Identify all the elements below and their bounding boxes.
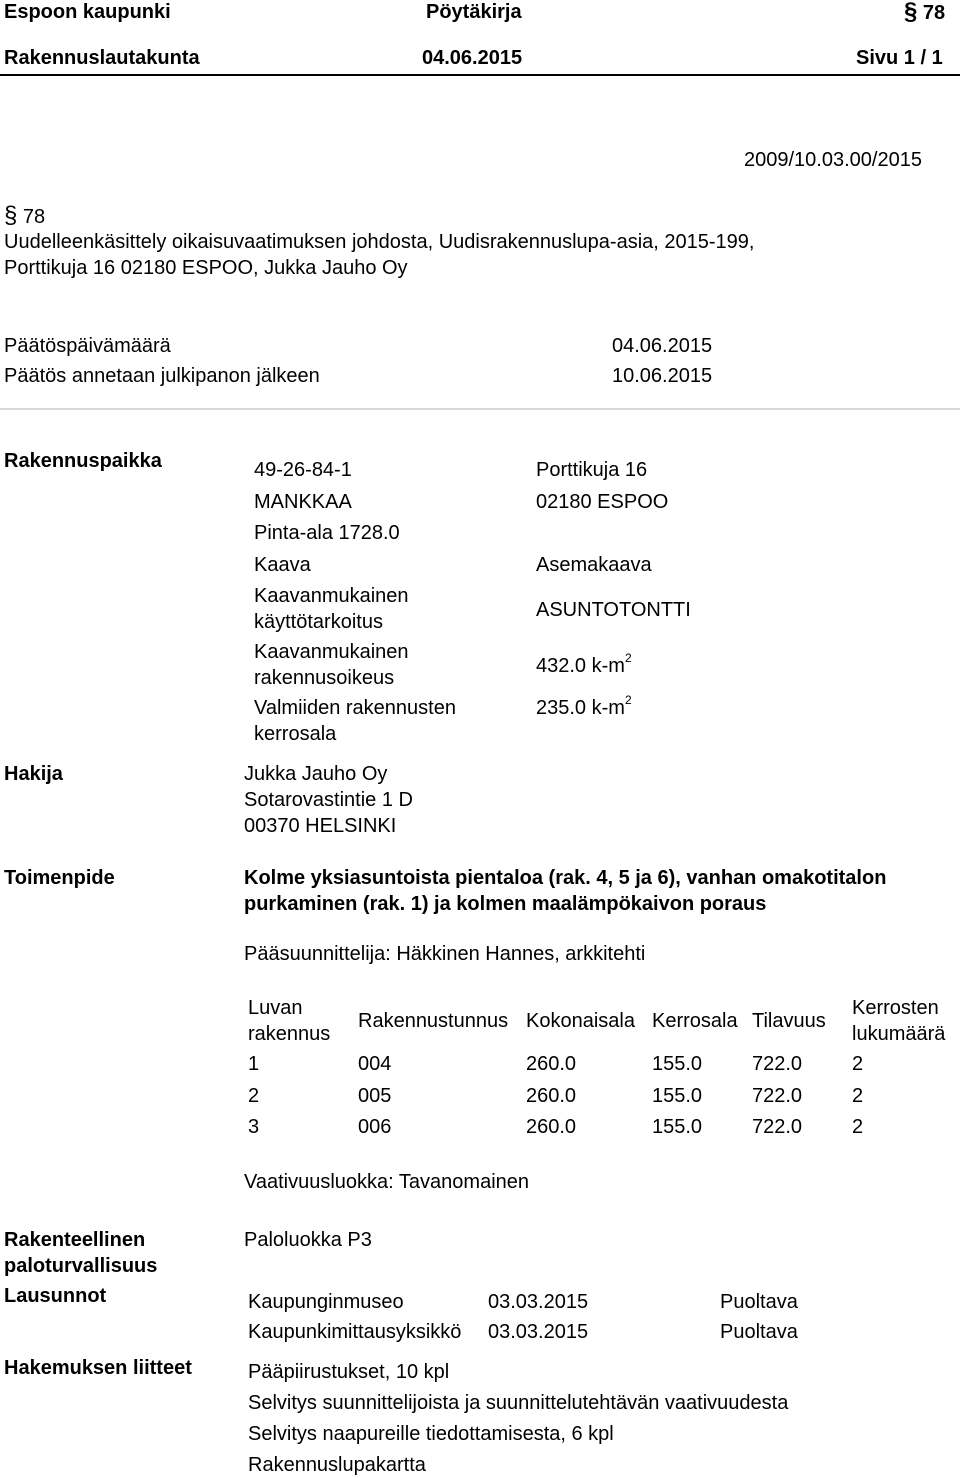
action-line-2: purkaminen (rak. 1) ja kolmen maalämpökaivon poraus xyxy=(244,893,767,915)
cell-permit: 3 xyxy=(248,1116,260,1138)
site-right-label-1: Kaavanmukainen xyxy=(254,641,409,663)
header-divider xyxy=(0,74,960,76)
decision-date-value: 04.06.2015 xyxy=(612,335,713,357)
title-line-2: Porttikuja 16 02180 ESPOO, Jukka Jauho Oy xyxy=(4,257,408,279)
applicant-label: Hakija xyxy=(4,763,63,785)
site-address: Porttikuja 16 xyxy=(536,459,648,481)
cell-building-id: 004 xyxy=(358,1053,392,1075)
header-date: 04.06.2015 xyxy=(422,47,523,69)
col-header-permit-2: rakennus xyxy=(248,1023,331,1045)
cell-floors: 2 xyxy=(852,1085,864,1107)
site-area: Pinta-ala 1728.0 xyxy=(254,522,400,544)
col-header-volume: Tilavuus xyxy=(752,1010,826,1032)
col-header-total-area: Kokonaisala xyxy=(526,1010,635,1032)
attachment-item: Selvitys suunnittelijoista ja suunnittelutehtävän vaativuudesta xyxy=(248,1392,789,1414)
statement-date: 03.03.2015 xyxy=(488,1321,589,1343)
col-header-floors-1: Kerrosten xyxy=(852,997,939,1019)
fire-label-2: paloturvallisuus xyxy=(4,1255,158,1277)
site-postal: 02180 ESPOO xyxy=(536,491,669,513)
cell-floors: 2 xyxy=(852,1053,864,1075)
cell-total-area: 260.0 xyxy=(526,1085,577,1107)
site-existing-label-2: kerrosala xyxy=(254,723,337,745)
cell-floor-area: 155.0 xyxy=(652,1053,703,1075)
site-plan-value: Asemakaava xyxy=(536,554,652,576)
attachment-item: Selvitys naapureille tiedottamisesta, 6 kpl xyxy=(248,1423,614,1445)
attachment-item: Rakennuslupakartta xyxy=(248,1454,426,1476)
site-property-id: 49-26-84-1 xyxy=(254,459,352,481)
section-symbol-icon: § xyxy=(4,202,18,229)
header-doc-type: Pöytäkirja xyxy=(426,1,522,23)
action-designer: Pääsuunnittelija: Häkkinen Hannes, arkkitehti xyxy=(244,943,646,965)
applicant-city: 00370 HELSINKI xyxy=(244,815,397,837)
attachments-label: Hakemuksen liitteet xyxy=(4,1357,192,1379)
statement-status: Puoltava xyxy=(720,1291,798,1313)
applicant-street: Sotarovastintie 1 D xyxy=(244,789,413,811)
title-line-1: Uudelleenkäsittely oikaisuvaatimuksen johdosta, Uudisrakennuslupa-asia, 2015-199, xyxy=(4,231,755,253)
publish-value: 10.06.2015 xyxy=(612,365,713,387)
site-plan-label: Kaava xyxy=(254,554,311,576)
col-header-floor-area: Kerrosala xyxy=(652,1010,738,1032)
applicant-name: Jukka Jauho Oy xyxy=(244,763,388,785)
statement-org: Kaupunginmuseo xyxy=(248,1291,404,1313)
cell-permit: 2 xyxy=(248,1085,260,1107)
statement-org: Kaupunkimittausyksikkö xyxy=(248,1321,462,1343)
col-header-permit-1: Luvan xyxy=(248,997,303,1019)
statement-status: Puoltava xyxy=(720,1321,798,1343)
cell-volume: 722.0 xyxy=(752,1053,803,1075)
col-header-building-id: Rakennustunnus xyxy=(358,1010,509,1032)
fire-value: Paloluokka P3 xyxy=(244,1229,372,1251)
header-section: § 78 xyxy=(904,0,946,25)
header-page: Sivu 1 / 1 xyxy=(856,47,943,69)
section-divider xyxy=(0,408,960,410)
action-label: Toimenpide xyxy=(4,867,115,889)
title-section: § 78 xyxy=(4,202,46,229)
cell-total-area: 260.0 xyxy=(526,1116,577,1138)
site-use-value: ASUNTOTONTTI xyxy=(536,599,691,621)
action-line-1: Kolme yksiasuntoista pientaloa (rak. 4, 5 ja 6), vanhan omakotitalon xyxy=(244,867,887,889)
header-board: Rakennuslautakunta xyxy=(4,47,200,69)
case-number: 2009/10.03.00/2015 xyxy=(744,149,922,171)
statement-date: 03.03.2015 xyxy=(488,1291,589,1313)
site-use-label-1: Kaavanmukainen xyxy=(254,585,409,607)
site-district: MANKKAA xyxy=(254,491,352,513)
col-header-floors-2: lukumäärä xyxy=(852,1023,946,1045)
header-org: Espoon kaupunki xyxy=(4,1,171,23)
cell-permit: 1 xyxy=(248,1053,260,1075)
cell-floors: 2 xyxy=(852,1116,864,1138)
cell-floor-area: 155.0 xyxy=(652,1116,703,1138)
site-existing-value: 235.0 $k-m^2$ xyxy=(536,693,632,719)
publish-label: Päätös annetaan julkipanon jälkeen xyxy=(4,365,320,387)
fire-label-1: Rakenteellinen xyxy=(4,1229,146,1251)
site-use-label-2: käyttötarkoitus xyxy=(254,611,383,633)
attachment-item: Pääpiirustukset, 10 kpl xyxy=(248,1361,450,1383)
difficulty-class: Vaativuusluokka: Tavanomainen xyxy=(244,1171,529,1193)
cell-building-id: 006 xyxy=(358,1116,392,1138)
site-right-label-2: rakennusoikeus xyxy=(254,667,395,689)
decision-date-label: Päätöspäivämäärä xyxy=(4,335,171,357)
site-existing-label-1: Valmiiden rakennusten xyxy=(254,697,456,719)
cell-volume: 722.0 xyxy=(752,1085,803,1107)
cell-total-area: 260.0 xyxy=(526,1053,577,1075)
cell-building-id: 005 xyxy=(358,1085,392,1107)
cell-volume: 722.0 xyxy=(752,1116,803,1138)
statements-label: Lausunnot xyxy=(4,1285,107,1307)
site-label: Rakennuspaikka xyxy=(4,450,162,472)
section-symbol-icon: § xyxy=(904,0,918,25)
cell-floor-area: 155.0 xyxy=(652,1085,703,1107)
site-right-value: 432.0 $k-m^2$ xyxy=(536,651,632,677)
